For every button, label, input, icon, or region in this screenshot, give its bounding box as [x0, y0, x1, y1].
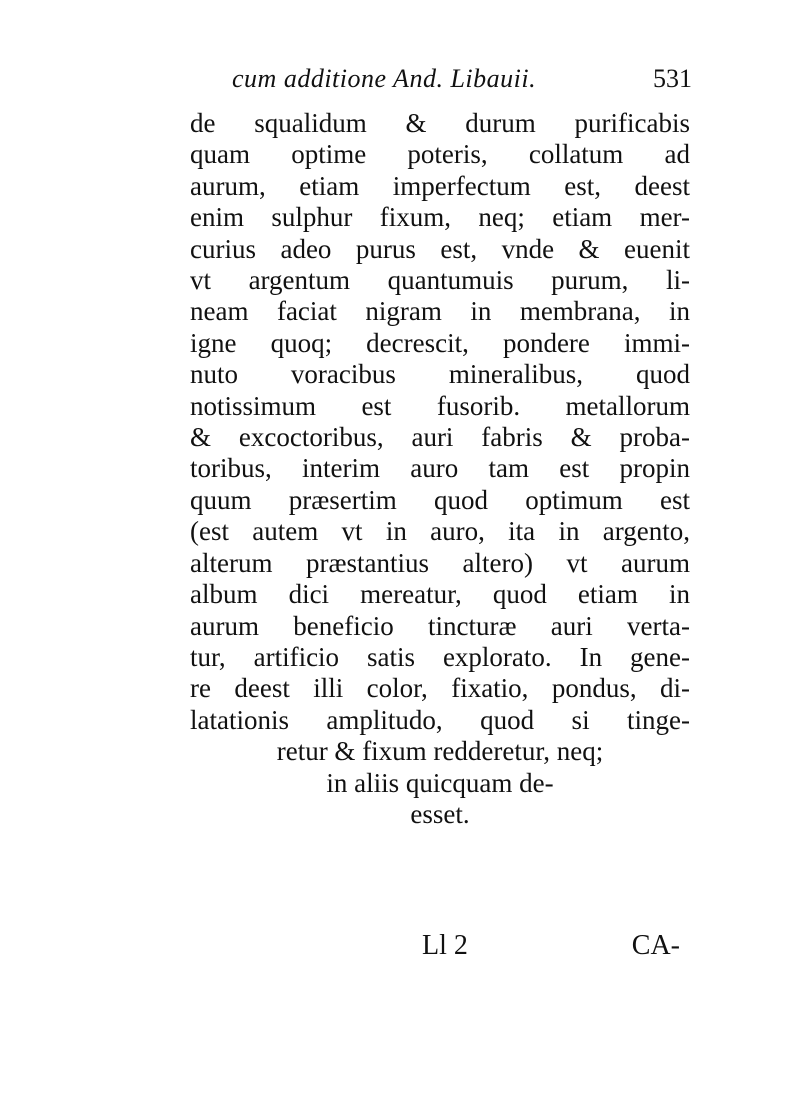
body-text: [190, 108, 690, 830]
text-line: curius adeo purus est, vnde & euenit: [190, 233, 690, 264]
text-line: latationis amplitudo, quod si tinge-: [190, 704, 690, 735]
text-line: (est autem vt in auro, ita in argento,: [190, 516, 690, 547]
text-line: album dici mereatur, quod etiam in: [190, 579, 690, 610]
text-line: igne quoq; decrescit, pondere immi-: [190, 327, 690, 358]
text-line: de squalidum & durum purificabis: [190, 108, 690, 138]
page-number: 531: [653, 64, 692, 93]
text-line: enim sulphur fixum, neq; etiam mer-: [190, 202, 690, 233]
catchword: CA-: [631, 930, 680, 961]
text-line: notissimum est fusorib. metallorum: [190, 390, 690, 421]
text-line: alterum præstantius altero) vt aurum: [190, 547, 690, 578]
text-line: esset.: [410, 798, 470, 829]
signature-mark: Ll 2: [422, 930, 468, 961]
text-line: neam faciat nigram in membrana, in: [190, 296, 690, 327]
text-line: aurum beneficio tincturæ auri verta-: [190, 610, 690, 641]
text-line: toribus, interim auro tam est propin: [190, 453, 690, 484]
text-line: quam optime poteris, collatum ad: [190, 139, 690, 170]
text-line: nuto voracibus mineralibus, quod: [190, 359, 690, 390]
text-line: tur, artificio satis explorato. In gene-: [190, 641, 690, 672]
text-line: & excoctoribus, auri fabris & proba-: [190, 422, 690, 453]
text-line: vt argentum quantumuis purum, li-: [190, 265, 690, 296]
page-header: [232, 64, 692, 104]
text-line: retur & fixum redderetur, neq;: [276, 736, 604, 767]
text-line: aurum, etiam imperfectum est, deest: [190, 170, 690, 201]
text-line: in aliis quicquam de-: [326, 767, 554, 798]
text-line: quum præsertim quod optimum est: [190, 484, 690, 515]
text-line: re deest illi color, fixatio, pondus, di-: [190, 673, 690, 704]
running-title: cum additione And. Libauii.: [232, 64, 537, 93]
page-footer: [410, 930, 680, 970]
